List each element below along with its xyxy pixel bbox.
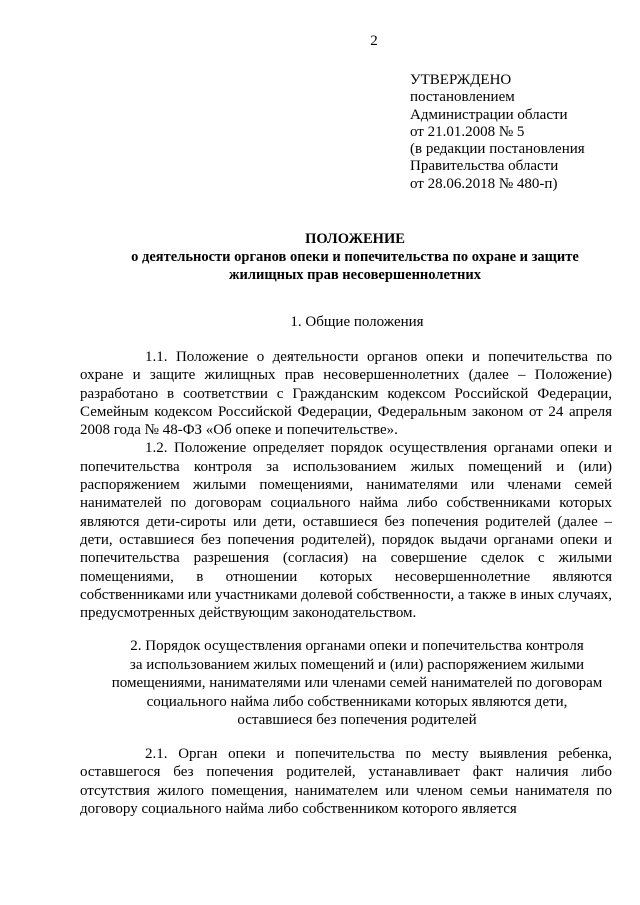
heading-line: социального найма либо собственниками которых являются дети,: [146, 693, 568, 710]
section-1-heading: 1. Общие положения: [290, 314, 424, 330]
heading-line: помещениями, нанимателями или членами семей нанимателей по договорам: [111, 675, 603, 691]
section-1-body: [80, 348, 612, 622]
heading-line: 2. Порядок осуществления органами опеки и попечительства контроля: [130, 638, 584, 654]
approval-line: постановлением: [410, 89, 515, 106]
paragraph-1-1: 1.1. Положение о деятельности органов опеки и попечительства по охране и защите жилищных прав несовершеннолетних (далее – Положение) разработано в соответствии с Гражданским кодексом Российской Федерации, Семейным кодексом Российской Федерации, Федеральным законом от 24 апреля 2008 года № 48-ФЗ «Об опеке и попечительстве».: [80, 349, 612, 439]
document-title: [80, 230, 630, 284]
approval-line: УТВЕРЖДЕНО: [410, 72, 512, 88]
approval-line: (в редакции постановления: [410, 141, 585, 158]
section-2-heading: [80, 637, 634, 730]
heading-line: за использованием жилых помещений и (или) распоряжением жилыми: [129, 656, 585, 673]
page-number: 2: [370, 33, 378, 49]
paragraph-1-2: 1.2. Положение определяет порядок осуществления органами опеки и попечительства контроля за использованием жилых помещений и (или) распоряжением жилыми помещениями, нанимателями или членами семей нанимателей по договорам социального найма либо собственниками которых являются дети-сироты или дети, оставшиеся без попечения родителей (далее – дети, оставшиеся без попечения родителей), порядок выдачи органами опеки и попечительства разрешения (согласия) на совершение сделок с жилыми помещениями, в отношении которых несовершеннолетние являются собственниками или участниками долевой собственности, а также в иных случаях, предусмотренных действующим законодательством.: [80, 440, 612, 622]
heading-line: оставшиеся без попечения родителей: [237, 712, 477, 728]
title-line: о деятельности органов опеки и попечительства по охране и защите: [131, 249, 579, 265]
title-line: жилищных прав несовершеннолетних: [229, 267, 481, 283]
approval-stamp: [410, 72, 585, 193]
approval-line: от 21.01.2008 № 5: [410, 123, 525, 140]
approval-line: Правительства области: [410, 158, 559, 175]
title-line: ПОЛОЖЕНИЕ: [305, 231, 405, 247]
approval-line: Администрации области: [410, 106, 568, 123]
section-2-body: [80, 745, 612, 818]
approval-line: от 28.06.2018 № 480-п): [410, 175, 558, 192]
paragraph-2-1: 2.1. Орган опеки и попечительства по месту выявления ребенка, оставшегося без попечения родителей, устанавливает факт наличия либо отсутствия жилого помещения, нанимателем или членом семьи нанимателя по договору социального найма либо собственником которого является: [80, 746, 612, 817]
